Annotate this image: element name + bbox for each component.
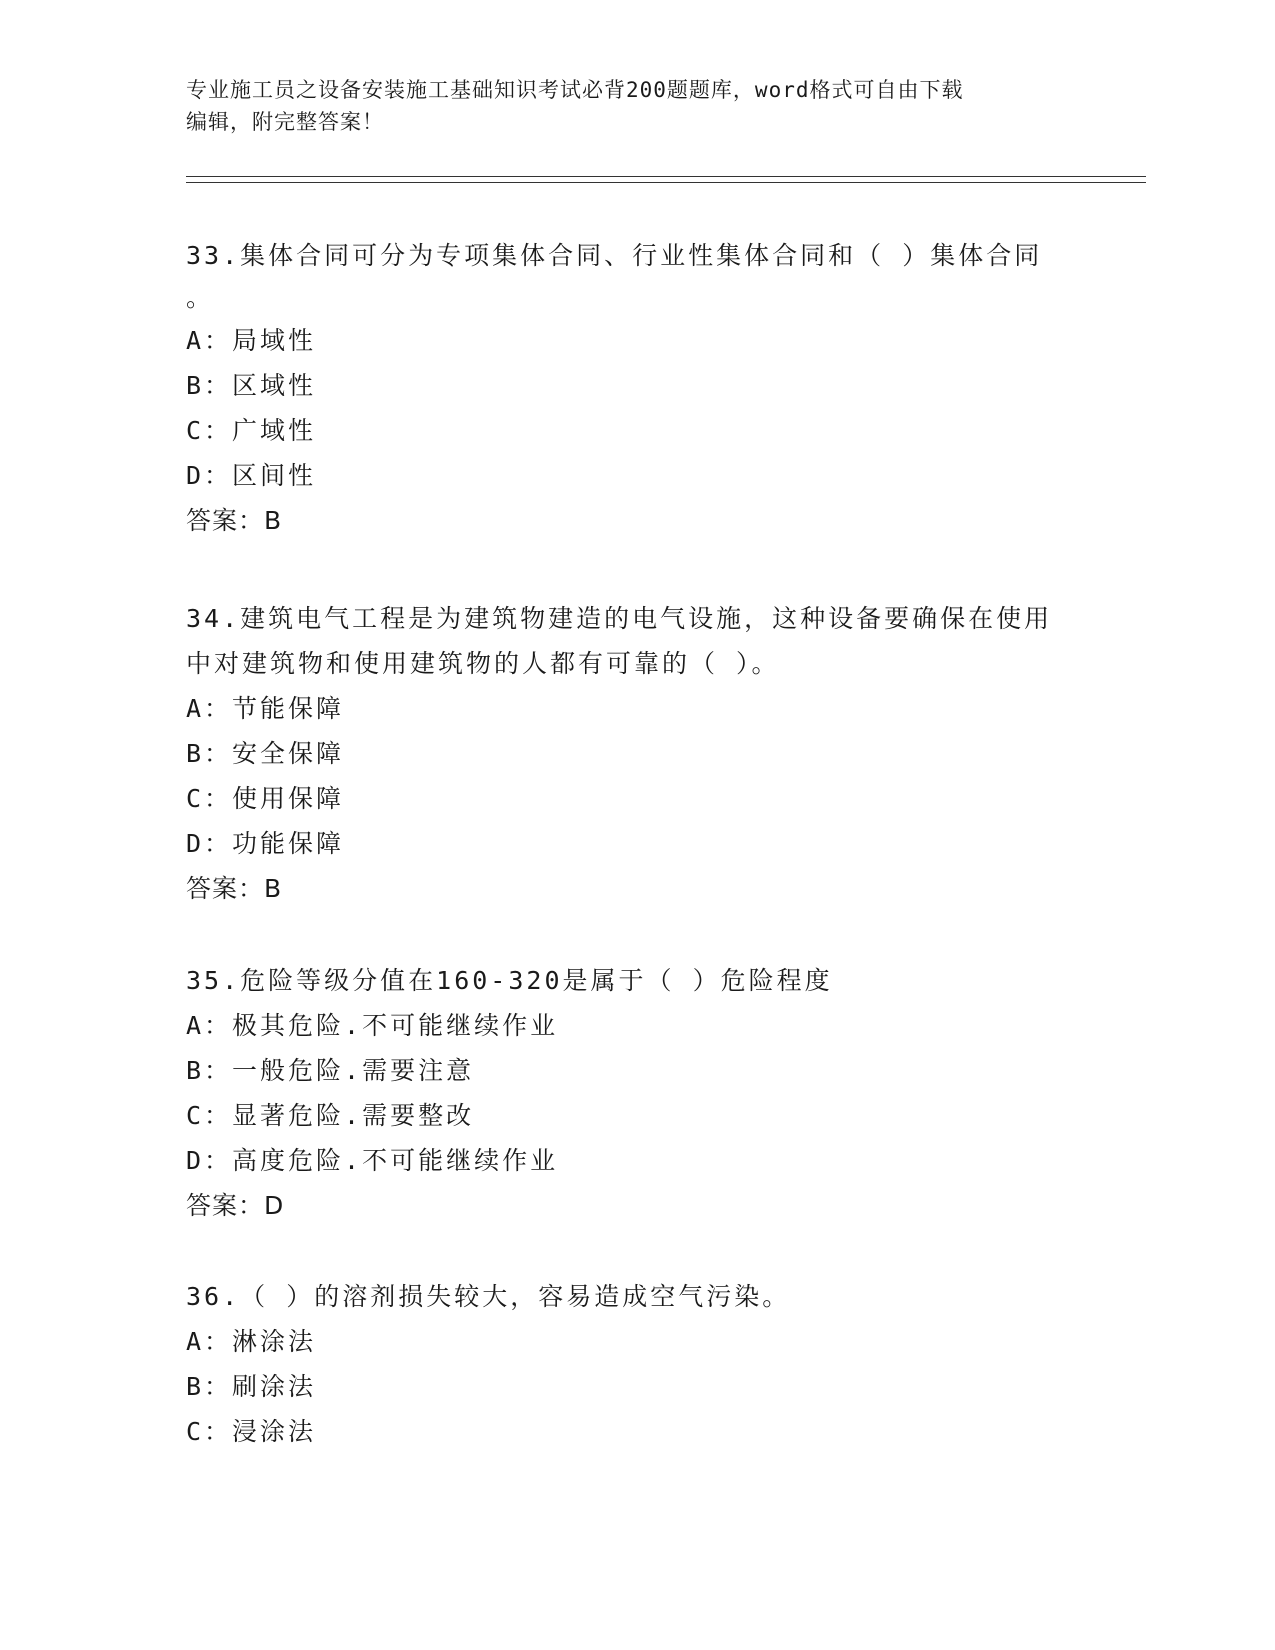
option-a: A：极其危险.不可能继续作业 — [186, 1011, 559, 1040]
option-c: C：广域性 — [186, 416, 317, 445]
question-35 — [186, 958, 1086, 1228]
option-a: A：局域性 — [186, 326, 317, 355]
option-a: A：节能保障 — [186, 694, 345, 723]
question-stem: 35.危险等级分值在160-320是属于（ ）危险程度 — [186, 966, 833, 995]
question-34 — [186, 596, 1086, 911]
document-header — [186, 74, 1066, 138]
question-stem-continuation: 。 — [186, 283, 212, 312]
question-stem: 33.集体合同可分为专项集体合同、行业性集体合同和（ ）集体合同 — [186, 241, 1043, 270]
answer-line: 答案：B — [186, 874, 283, 903]
question-stem: 36.（ ）的溶剂损失较大，容易造成空气污染。 — [186, 1282, 791, 1311]
option-b: B：安全保障 — [186, 739, 345, 768]
answer-line: 答案：B — [186, 506, 283, 535]
option-d: D：区间性 — [186, 461, 317, 490]
option-c: C：浸涂法 — [186, 1417, 317, 1446]
option-b: B：一般危险.需要注意 — [186, 1056, 475, 1085]
header-title-line-2: 编辑，附完整答案！ — [186, 110, 384, 134]
question-stem-continuation: 中对建筑物和使用建筑物的人都有可靠的（ ）。 — [186, 649, 780, 678]
option-b: B：区域性 — [186, 371, 317, 400]
option-c: C：使用保障 — [186, 784, 345, 813]
option-c: C：显著危险.需要整改 — [186, 1101, 475, 1130]
option-d: D：功能保障 — [186, 829, 345, 858]
question-stem: 34.建筑电气工程是为建筑物建造的电气设施，这种设备要确保在使用 — [186, 604, 1053, 633]
header-title-line-1: 专业施工员之设备安装施工基础知识考试必背200题题库，word格式可自由下载 — [186, 78, 964, 102]
option-b: B：刷涂法 — [186, 1372, 317, 1401]
header-double-rule — [186, 176, 1146, 183]
question-33 — [186, 233, 1086, 543]
option-a: A：淋涂法 — [186, 1327, 317, 1356]
option-d: D：高度危险.不可能继续作业 — [186, 1146, 559, 1175]
answer-line: 答案：D — [186, 1191, 285, 1220]
question-36 — [186, 1274, 1086, 1454]
